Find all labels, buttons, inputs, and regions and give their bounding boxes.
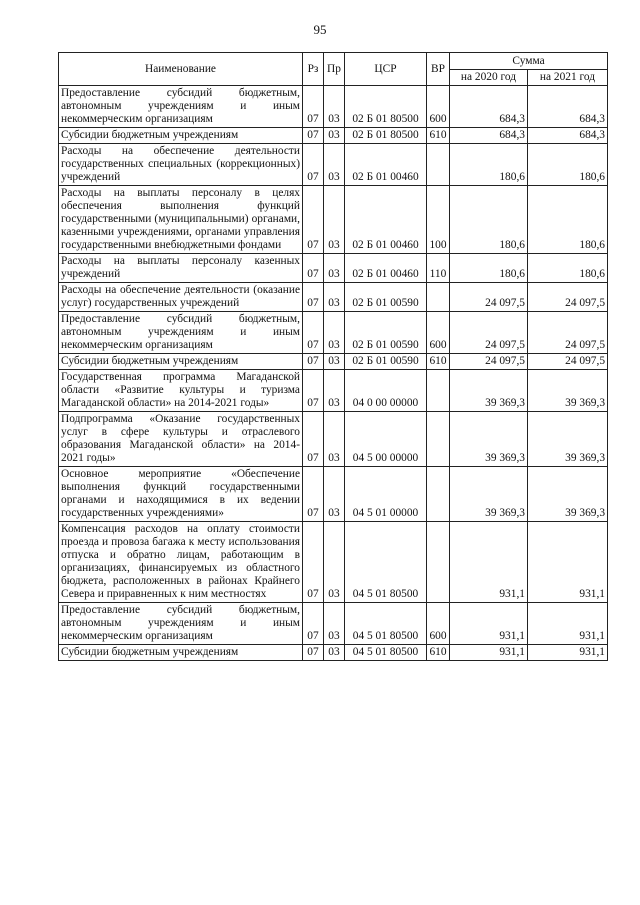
row-vr: 600: [427, 603, 450, 645]
row-csr: 02 Б 01 00460: [345, 254, 427, 283]
row-csr: 02 Б 01 00460: [345, 144, 427, 186]
row-vr: [427, 370, 450, 412]
row-vr: [427, 467, 450, 522]
table-row: [59, 467, 608, 522]
header-year-2021: на 2021 год: [528, 70, 608, 86]
row-pr: 03: [324, 144, 345, 186]
table-row: [59, 86, 608, 128]
header-vr: ВР: [427, 53, 450, 86]
row-name: Расходы на выплаты персоналу казенных учреждений: [59, 254, 303, 283]
table-row: [59, 645, 608, 661]
row-sum-2021: 39 369,3: [528, 412, 608, 467]
row-pr: 03: [324, 645, 345, 661]
row-name: Расходы на обеспечение деятельности (оказание услуг) государственных учреждений: [59, 283, 303, 312]
row-csr: 04 5 00 00000: [345, 412, 427, 467]
row-sum-2021: 684,3: [528, 128, 608, 144]
row-name: Государственная программа Магаданской области «Развитие культуры и туризма Магаданской области» на 2014-2021 годы»: [59, 370, 303, 412]
row-csr: 02 Б 01 00590: [345, 283, 427, 312]
row-vr: 600: [427, 86, 450, 128]
row-name: Субсидии бюджетным учреждениям: [59, 128, 303, 144]
row-csr: 02 Б 01 80500: [345, 128, 427, 144]
row-rz: 07: [303, 354, 324, 370]
table-row: [59, 522, 608, 603]
row-name: Расходы на обеспечение деятельности государственных специальных (коррекционных) учреждений: [59, 144, 303, 186]
row-sum-2021: 931,1: [528, 522, 608, 603]
row-sum-2020: 24 097,5: [450, 354, 528, 370]
row-rz: 07: [303, 312, 324, 354]
header-csr: ЦСР: [345, 53, 427, 86]
row-name: Предоставление субсидий бюджетным, автономным учреждениям и иным некоммерческим организациям: [59, 603, 303, 645]
row-sum-2020: 39 369,3: [450, 412, 528, 467]
table-row: [59, 603, 608, 645]
row-pr: 03: [324, 312, 345, 354]
row-sum-2021: 180,6: [528, 186, 608, 254]
row-rz: 07: [303, 412, 324, 467]
row-sum-2021: 24 097,5: [528, 354, 608, 370]
table-row: [59, 283, 608, 312]
row-vr: [427, 144, 450, 186]
row-name: Расходы на выплаты персоналу в целях обеспечения выполнения функций государственными (муниципальными) органами, казенными учреждениями, органами управления государственными внебюджетными фондами: [59, 186, 303, 254]
row-pr: 03: [324, 186, 345, 254]
table-row: [59, 254, 608, 283]
row-sum-2020: 39 369,3: [450, 467, 528, 522]
row-rz: 07: [303, 645, 324, 661]
row-csr: 04 5 01 00000: [345, 467, 427, 522]
row-name: Предоставление субсидий бюджетным, автономным учреждениям и иным некоммерческим организациям: [59, 312, 303, 354]
row-pr: 03: [324, 354, 345, 370]
header-sum: Сумма: [450, 53, 608, 70]
row-pr: 03: [324, 467, 345, 522]
table-row: [59, 312, 608, 354]
row-sum-2020: 931,1: [450, 645, 528, 661]
row-vr: 610: [427, 128, 450, 144]
row-rz: 07: [303, 522, 324, 603]
row-pr: 03: [324, 522, 345, 603]
row-sum-2020: 684,3: [450, 86, 528, 128]
row-csr: 02 Б 01 00590: [345, 312, 427, 354]
row-pr: 03: [324, 283, 345, 312]
row-rz: 07: [303, 467, 324, 522]
header-rz: Рз: [303, 53, 324, 86]
table-row: [59, 144, 608, 186]
row-rz: 07: [303, 144, 324, 186]
row-pr: 03: [324, 370, 345, 412]
row-rz: 07: [303, 254, 324, 283]
row-vr: 610: [427, 645, 450, 661]
row-rz: 07: [303, 128, 324, 144]
row-sum-2021: 24 097,5: [528, 312, 608, 354]
row-rz: 07: [303, 603, 324, 645]
row-rz: 07: [303, 86, 324, 128]
row-sum-2021: 684,3: [528, 86, 608, 128]
row-csr: 02 Б 01 00460: [345, 186, 427, 254]
row-name: Компенсация расходов на оплату стоимости проезда и провоза багажа к месту использования отпуска и обратно лицам, работающим в организациях, финансируемых из областного бюджета, расположенных в районах Крайнего Севера и приравненных к ним местностях: [59, 522, 303, 603]
row-vr: [427, 522, 450, 603]
row-pr: 03: [324, 412, 345, 467]
row-vr: 600: [427, 312, 450, 354]
row-sum-2020: 684,3: [450, 128, 528, 144]
header-name: Наименование: [59, 53, 303, 86]
row-sum-2020: 180,6: [450, 144, 528, 186]
row-sum-2021: 39 369,3: [528, 467, 608, 522]
row-sum-2021: 39 369,3: [528, 370, 608, 412]
row-csr: 04 5 01 80500: [345, 522, 427, 603]
row-vr: 610: [427, 354, 450, 370]
row-sum-2021: 931,1: [528, 645, 608, 661]
row-csr: 02 Б 01 00590: [345, 354, 427, 370]
table-row: [59, 370, 608, 412]
page-number: 95: [313, 22, 327, 37]
row-sum-2020: 180,6: [450, 254, 528, 283]
row-sum-2020: 39 369,3: [450, 370, 528, 412]
row-pr: 03: [324, 128, 345, 144]
row-sum-2021: 931,1: [528, 603, 608, 645]
row-name: Предоставление субсидий бюджетным, автономным учреждениям и иным некоммерческим организациям: [59, 86, 303, 128]
row-csr: 04 0 00 00000: [345, 370, 427, 412]
row-sum-2020: 931,1: [450, 603, 528, 645]
row-vr: [427, 412, 450, 467]
row-sum-2021: 180,6: [528, 144, 608, 186]
row-sum-2020: 24 097,5: [450, 312, 528, 354]
row-vr: [427, 283, 450, 312]
row-csr: 04 5 01 80500: [345, 603, 427, 645]
row-name: Субсидии бюджетным учреждениям: [59, 645, 303, 661]
header-pr: Пр: [324, 53, 345, 86]
table-row: [59, 354, 608, 370]
budget-table: [58, 52, 608, 661]
row-sum-2020: 931,1: [450, 522, 528, 603]
row-sum-2021: 24 097,5: [528, 283, 608, 312]
header-year-2020: на 2020 год: [450, 70, 528, 86]
table-row: [59, 412, 608, 467]
row-rz: 07: [303, 186, 324, 254]
row-rz: 07: [303, 283, 324, 312]
row-pr: 03: [324, 254, 345, 283]
row-pr: 03: [324, 86, 345, 128]
row-sum-2020: 24 097,5: [450, 283, 528, 312]
row-vr: 100: [427, 186, 450, 254]
table-row: [59, 128, 608, 144]
row-name: Субсидии бюджетным учреждениям: [59, 354, 303, 370]
row-sum-2021: 180,6: [528, 254, 608, 283]
row-pr: 03: [324, 603, 345, 645]
row-csr: 02 Б 01 80500: [345, 86, 427, 128]
row-csr: 04 5 01 80500: [345, 645, 427, 661]
row-name: Подпрограмма «Оказание государственных услуг в сфере культуры и отраслевого образования Магаданской области» на 2014-2021 годы»: [59, 412, 303, 467]
table-row: [59, 186, 608, 254]
row-sum-2020: 180,6: [450, 186, 528, 254]
table-body: [59, 86, 608, 661]
row-name: Основное мероприятие «Обеспечение выполнения функций государственными органами и находящимися в их ведении государственных учреждениями»: [59, 467, 303, 522]
row-rz: 07: [303, 370, 324, 412]
row-vr: 110: [427, 254, 450, 283]
